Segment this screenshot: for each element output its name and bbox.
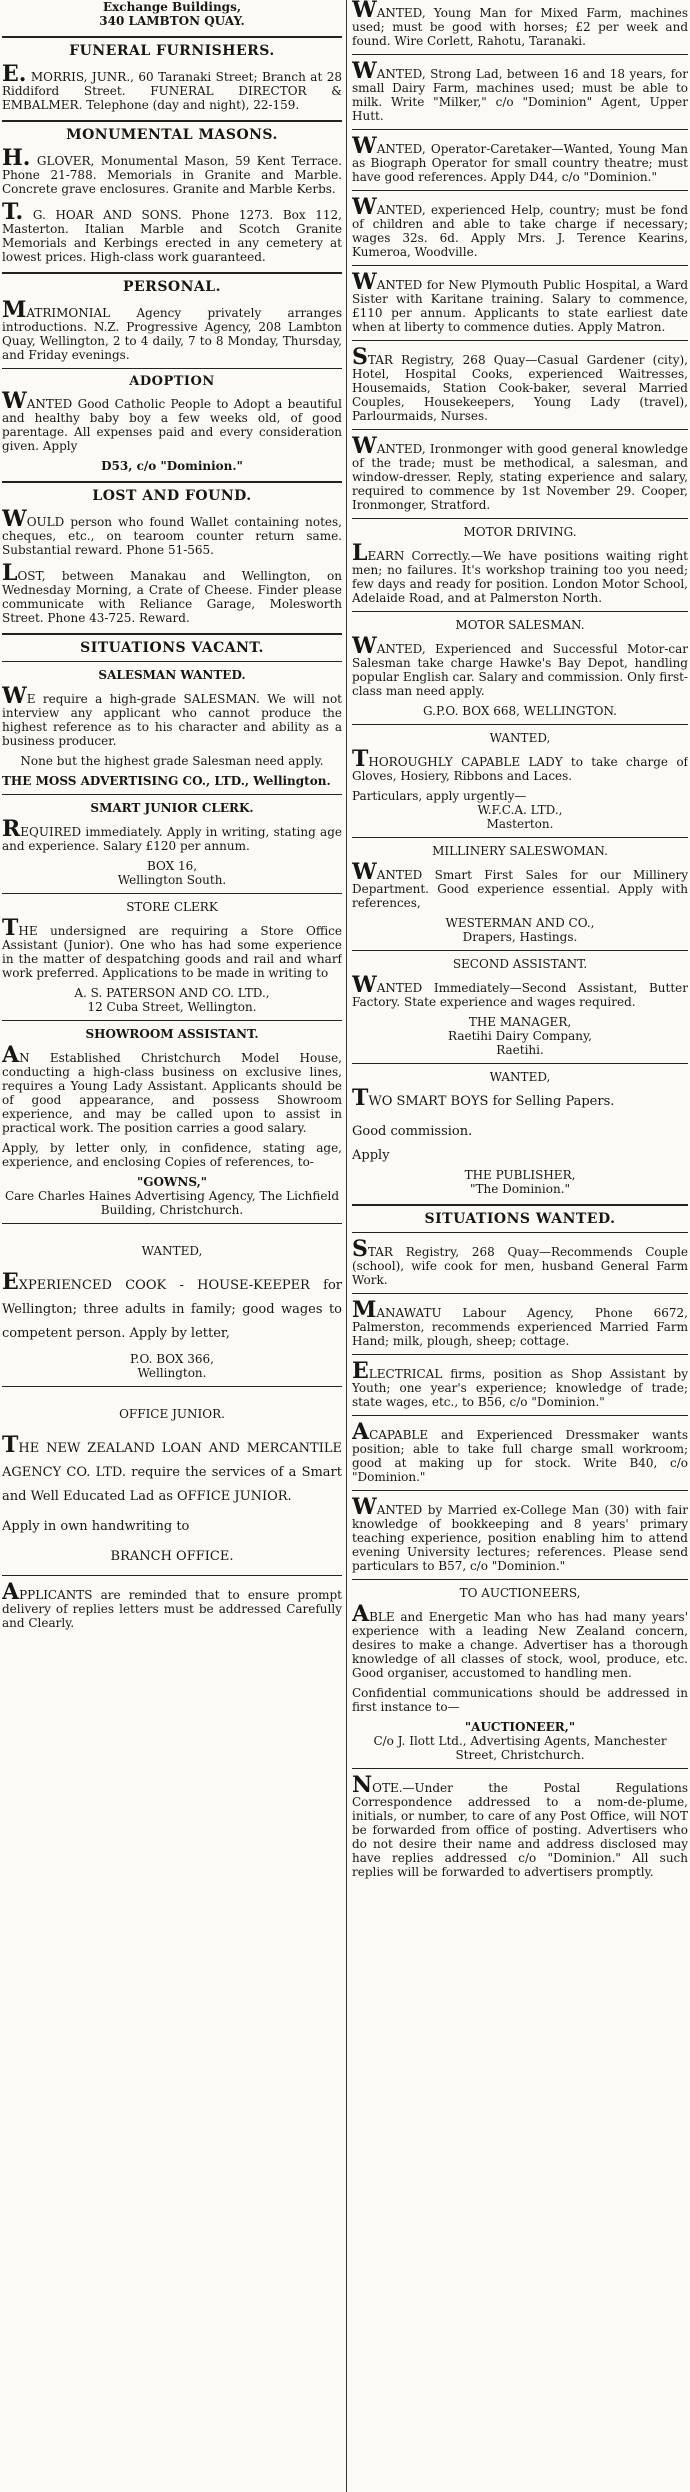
- ad-text: ANTED for New Plymouth Public Hospital, a Ward Sister with Karitane training. Salary to commence, £110 per annum. Applicants to state earliest date when at liberty to commence duties. Apply Matron.: [352, 278, 688, 334]
- ad-text: XPERIENCED COOK - HOUSE-KEEPER for Wellington; three adults in family; good wages to competent person. Apply by letter,: [2, 1278, 342, 1341]
- millinery-title: MILLINERY SALESWOMAN.: [432, 844, 608, 858]
- divider: [352, 1063, 688, 1064]
- divider: [2, 1020, 342, 1021]
- lost-found-heading: LOST AND FOUND.: [92, 488, 252, 504]
- salesman-title: SALESMAN WANTED.: [98, 668, 246, 682]
- ad-text: ATRIMONIAL Agency privately arranges introductions. N.Z. Progressive Agency, 208 Lambton Quay, Wellington, 2 to 4 daily, 7 to 8 Monday, Thursday, and Friday evenings.: [2, 306, 342, 362]
- drop-cap: W: [352, 0, 377, 23]
- operator-ad: [352, 133, 688, 184]
- salesman-note: None but the highest grade Salesman need apply.: [20, 754, 324, 768]
- cook-title: WANTED,: [141, 1244, 203, 1258]
- postal-note: [352, 1772, 688, 1879]
- office-junior-ad: [2, 1432, 342, 1509]
- millinery-place: Drapers, Hastings.: [462, 930, 578, 944]
- drop-cap: H.: [2, 145, 31, 171]
- drop-cap: A: [352, 1601, 370, 1627]
- store-clerk-title: STORE CLERK: [126, 900, 218, 914]
- ad-text: ANTED, Operator-Caretaker—Wanted, Young Man as Biograph Operator for small country theatre; must have good references. Apply D44, c/o "Dominion.": [352, 142, 688, 184]
- ad-text: ANTED Smart First Sales for our Millinery Department. Good experience essential. Apply with references,: [352, 868, 688, 910]
- office-junior-title: OFFICE JUNIOR.: [119, 1407, 225, 1421]
- drop-cap: R: [2, 816, 21, 842]
- drop-cap: T.: [2, 199, 24, 225]
- millinery-ad: [352, 859, 688, 910]
- divider: [352, 1354, 688, 1355]
- drop-cap: M: [2, 297, 27, 323]
- capable-lady-title: WANTED,: [489, 731, 551, 745]
- motor-salesman-title: MOTOR SALESMAN.: [455, 618, 585, 632]
- ad-text: WO SMART BOYS for Selling Papers.: [368, 1094, 615, 1109]
- two-boys-commission: Good commission.: [352, 1124, 473, 1139]
- ad-text: MORRIS, JUNR., 60 Taranaki Street; Branch at 28 Riddiford Street. FUNERAL DIRECTOR & EMBALMER. Telephone (day and night), 22-159.: [2, 70, 342, 112]
- ad-text: HE undersigned are requiring a Store Office Assistant (Junior). One who has had some experience in the matter of despatching goods and rail and wharf work preferred. Applications to be made in writing to: [2, 924, 342, 980]
- hospital-ad: [352, 269, 688, 334]
- divider: [352, 54, 688, 55]
- glover-ad: [2, 145, 342, 196]
- second-assistant-ad: [352, 972, 688, 1009]
- motor-salesman-box: G.P.O. BOX 668, WELLINGTON.: [423, 704, 617, 718]
- situations-wanted-heading: SITUATIONS WANTED.: [424, 1211, 616, 1227]
- top-address-line2: 340 LAMBTON QUAY.: [99, 14, 245, 28]
- two-boys-signature: THE PUBLISHER,: [464, 1168, 576, 1182]
- store-clerk-signature: A. S. PATERSON AND CO. LTD.,: [74, 986, 270, 1000]
- divider: [2, 1575, 342, 1576]
- matrimonial-ad: [2, 297, 342, 362]
- drop-cap: M: [352, 1297, 377, 1323]
- drop-cap: T: [2, 915, 19, 941]
- ad-text: EQUIRED immediately. Apply in writing, stating age and experience. Salary £120 per annum.: [2, 825, 342, 853]
- divider: [2, 120, 342, 122]
- divider: [2, 272, 342, 274]
- ad-text: ANTED by Married ex-College Man (30) with fair knowledge of bookkeeping and 8 years' primary teaching experience, position enabling him to attend evening University lectures; references. Please send particulars to B57, c/o "Dominion.": [352, 1503, 688, 1573]
- divider: [352, 1232, 688, 1233]
- second-assistant-signature: THE MANAGER,: [468, 1015, 572, 1029]
- ad-text: ANTED, Experienced and Successful Motor-car Salesman take charge Hawke's Bay Depot, handling popular English car. Salary and commission. Only first-class man need apply.: [352, 642, 688, 698]
- two-boys-apply: Apply: [352, 1148, 390, 1163]
- ad-text: N Established Christchurch Model House, conducting a high-class business on exclusive lines, requires a Young Lady Assistant. Applicants should be of good appearance, and possess Showroom experience, and may be called upon to assist in practical work. The position carries a good salary.: [2, 1051, 342, 1135]
- ironmonger-ad: [352, 433, 688, 512]
- divider: [2, 368, 342, 369]
- drop-cap: W: [352, 633, 377, 659]
- ad-text: GLOVER, Monumental Mason, 59 Kent Terrace. Phone 21-788. Memorials in Granite and Marble. Concrete grave enclosures. Granite and Marble Kerbs.: [2, 154, 342, 196]
- drop-cap: S: [352, 1236, 368, 1262]
- drop-cap: W: [352, 269, 377, 295]
- drop-cap: W: [352, 194, 377, 220]
- spacer: [2, 1393, 342, 1403]
- capable-lady-place: Masterton.: [486, 817, 554, 831]
- star-registry-ad: [352, 344, 688, 423]
- electrical-ad: [352, 1358, 688, 1409]
- ad-text: ANTED Good Catholic People to Adopt a beautiful and healthy baby boy a few weeks old, of good parentage. All expenses paid and every consideration given. Apply: [2, 397, 342, 453]
- showroom-gowns: "GOWNS,": [136, 1175, 208, 1189]
- ad-text: PPLICANTS are reminded that to ensure prompt delivery of replies letters must be addressed Carefully and Clearly.: [2, 1588, 342, 1630]
- dressmaker-ad: [352, 1419, 688, 1484]
- showroom-title: SHOWROOM ASSISTANT.: [85, 1027, 259, 1041]
- junior-clerk-place: Wellington South.: [117, 873, 227, 887]
- junior-clerk-box: BOX 16,: [146, 859, 198, 873]
- divider: [2, 633, 342, 635]
- two-boys-place: "The Dominion.": [469, 1182, 571, 1196]
- ad-text: ANTED, Young Man for Mixed Farm, machines used; must be good with horses; £2 per week and found. Wire Corlett, Rahotu, Taranaki.: [352, 6, 688, 48]
- office-junior-branch: BRANCH OFFICE.: [110, 1549, 234, 1564]
- drop-cap: W: [352, 1494, 377, 1520]
- drop-cap: W: [352, 433, 377, 459]
- divider: [352, 724, 688, 725]
- drop-cap: E.: [2, 61, 27, 87]
- junior-clerk-title: SMART JUNIOR CLERK.: [90, 801, 254, 815]
- left-column: [2, 0, 342, 2492]
- help-ad: [352, 194, 688, 259]
- motor-driving-title: MOTOR DRIVING.: [463, 525, 577, 539]
- drop-cap: W: [352, 58, 377, 84]
- ad-text: LECTRICAL firms, position as Shop Assistant by Youth; one year's experience; knowledge of trade; state wages, etc., to B56, c/o "Dominion.": [352, 1367, 688, 1409]
- drop-cap: T: [352, 1085, 369, 1111]
- spacer: [2, 1425, 342, 1435]
- auctioneers-confidential: Confidential communications should be addressed in first instance to—: [352, 1686, 688, 1714]
- ad-text: ANTED, Ironmonger with good general knowledge of the trade; must be methodical, a salesman, and window-dresser. Reply, stating experience and salary, required to commence by 1st November 29. Cooper, Ironmonger, Stratford.: [352, 442, 688, 512]
- ad-text: E require a high-grade SALESMAN. We will not interview any applicant who cannot produce the highest reference as to his character and ability as a business producer.: [2, 692, 342, 748]
- ad-text: ANTED, experienced Help, country; must be fond of children and able to take charge if necessary; wages 32s. 6d. Apply Mrs. J. Terence Kearins, Kumeroa, Woodville.: [352, 203, 688, 259]
- divider: [352, 1579, 688, 1580]
- divider: [352, 1768, 688, 1769]
- situations-vacant-heading: SITUATIONS VACANT.: [80, 640, 264, 656]
- two-boys-ad: [352, 1085, 688, 1114]
- divider: [352, 429, 688, 430]
- divider: [2, 893, 342, 894]
- adoption-heading: ADOPTION: [129, 374, 215, 389]
- drop-cap: L: [352, 540, 368, 566]
- showroom-apply: Apply, by letter only, in confidence, stating age, experience, and enclosing Copies of references, to-: [2, 1141, 342, 1169]
- drop-cap: N: [352, 1772, 373, 1798]
- strong-lad-ad: [352, 58, 688, 123]
- adoption-ref: D53, c/o "Dominion.": [101, 459, 243, 473]
- divider: [352, 1293, 688, 1294]
- millinery-signature: WESTERMAN AND CO.,: [445, 916, 595, 930]
- divider: [2, 36, 342, 38]
- second-assistant-title: SECOND ASSISTANT.: [452, 957, 588, 971]
- cook-place: Wellington.: [137, 1366, 207, 1380]
- divider: [352, 611, 688, 612]
- cook-box: P.O. BOX 366,: [130, 1352, 214, 1366]
- ad-text: ANTED Immediately—Second Assistant, Butter Factory. State experience and wages required.: [352, 981, 688, 1009]
- auctioneers-signature: "AUCTIONEER,": [464, 1720, 576, 1734]
- capable-lady-apply: Particulars, apply urgently—: [352, 789, 527, 803]
- divider: [352, 1415, 688, 1416]
- drop-cap: E: [352, 1358, 369, 1384]
- drop-cap: W: [352, 859, 377, 885]
- drop-cap: W: [352, 972, 377, 998]
- ad-text: ANTED, Strong Lad, between 16 and 18 years, for small Dairy Farm, machines used; must be able to milk. Write "Milker," c/o "Dominion" Agent, Upper Hutt.: [352, 67, 688, 123]
- manawatu-ad: [352, 1297, 688, 1348]
- motor-salesman-ad: [352, 633, 688, 698]
- two-boys-title: WANTED,: [489, 1070, 551, 1084]
- college-man-ad: [352, 1494, 688, 1573]
- ad-text: TAR Registry, 268 Quay—Recommends Couple (school), wife cook for men, husband General Farm Work.: [352, 1245, 688, 1287]
- office-junior-apply: Apply in own handwriting to: [2, 1519, 190, 1534]
- store-clerk-address: 12 Cuba Street, Wellington.: [87, 1000, 257, 1014]
- drop-cap: S: [352, 344, 368, 370]
- drop-cap: W: [2, 683, 27, 709]
- showroom-care: Care Charles Haines Advertising Agency, The Lichfield Building, Christchurch.: [4, 1189, 340, 1217]
- ad-text: ANAWATU Labour Agency, Phone 6672, Palmerston, recommends experienced Married Farm Hand; milk, plough, sheep; cottage.: [352, 1306, 688, 1348]
- drop-cap: W: [352, 133, 377, 159]
- auctioneers-ad: [352, 1601, 688, 1680]
- applicants-notice: [2, 1579, 342, 1630]
- divider: [352, 1204, 688, 1206]
- drop-cap: L: [2, 560, 18, 586]
- ad-text: TAR Registry, 268 Quay—Casual Gardener (city), Hotel, Hospital Cooks, experienced Waitresses, Housemaids, Station Cook-baker, several Married Couples, Housekeepers, Young Lady (travel), Parlourmaids, Nurses.: [352, 353, 688, 423]
- capable-lady-ad: [352, 746, 688, 783]
- divider: [352, 837, 688, 838]
- farm-ad: [352, 0, 688, 48]
- hoar-ad: [2, 199, 342, 264]
- second-assistant-place: Raetihi.: [496, 1043, 544, 1057]
- ad-text: OULD person who found Wallet containing notes, cheques, etc., on tearoom counter return same. Substantial reward. Phone 51-565.: [2, 515, 342, 557]
- salesman-signature: THE MOSS ADVERTISING CO., LTD., Wellington.: [2, 774, 331, 788]
- funeral-ad: [2, 61, 342, 112]
- showroom-ad: [2, 1042, 342, 1135]
- column-rule: [346, 0, 347, 2492]
- drop-cap: A: [2, 1042, 20, 1068]
- motor-driving-ad: [352, 540, 688, 605]
- divider: [352, 129, 688, 130]
- drop-cap: W: [2, 506, 27, 532]
- spacer: [2, 1262, 342, 1272]
- ad-text: HOROUGHLY CAPABLE LADY to take charge of Gloves, Hosiery, Ribbons and Laces.: [352, 755, 688, 783]
- store-clerk-ad: [2, 915, 342, 980]
- wallet-ad: [2, 506, 342, 557]
- drop-cap: T: [2, 1432, 19, 1458]
- funeral-heading: FUNERAL FURNISHERS.: [69, 43, 275, 59]
- divider: [352, 340, 688, 341]
- divider: [2, 794, 342, 795]
- monumental-heading: MONUMENTAL MASONS.: [66, 127, 278, 143]
- drop-cap: A: [352, 1419, 370, 1445]
- auctioneers-care: C/o J. Ilott Ltd., Advertising Agents, Manchester Street, Christchurch.: [373, 1734, 667, 1762]
- divider: [2, 481, 342, 483]
- ad-text: HE NEW ZEALAND LOAN AND MERCANTILE AGENCY CO. LTD. require the services of a Smart and Well Educated Lad as OFFICE JUNIOR.: [2, 1441, 342, 1504]
- divider: [352, 265, 688, 266]
- capable-lady-signature: W.F.C.A. LTD.,: [477, 803, 563, 817]
- divider: [2, 1386, 342, 1387]
- adoption-ad: [2, 388, 342, 453]
- spacer: [2, 1230, 342, 1240]
- divider: [352, 1490, 688, 1491]
- right-column: [352, 0, 688, 2492]
- top-address-line1: Exchange Buildings,: [102, 0, 242, 14]
- ad-text: EARN Correctly.—We have positions waiting right men; no failures. It's workshop training too you need; few days and ready for position. London Motor School, Adelaide Road, and at Palmerston North.: [352, 549, 688, 605]
- drop-cap: T: [352, 746, 369, 772]
- cheese-ad: [2, 560, 342, 625]
- ad-text: BLE and Energetic Man who has had many years' experience with a leading New Zealand concern, desires to make a change. Advertiser has a thorough knowledge of all classes of stock, wool, produce, etc. Good organiser, accustomed to handling men.: [352, 1610, 688, 1680]
- salesman-ad: [2, 683, 342, 748]
- drop-cap: W: [2, 388, 27, 414]
- drop-cap: E: [2, 1269, 19, 1295]
- auctioneers-title: TO AUCTIONEERS,: [459, 1586, 581, 1600]
- junior-clerk-ad: [2, 816, 342, 853]
- ad-text: CAPABLE and Experienced Dressmaker wants position; able to take full charge small workroom; good at making up for stock. Write B40, c/o "Dominion.": [352, 1428, 688, 1484]
- divider: [352, 190, 688, 191]
- second-assistant-company: Raetihi Dairy Company,: [448, 1029, 592, 1043]
- star-couple-ad: [352, 1236, 688, 1287]
- divider: [352, 950, 688, 951]
- divider: [2, 1223, 342, 1224]
- drop-cap: A: [2, 1579, 20, 1605]
- cook-ad: [2, 1269, 342, 1346]
- ad-text: G. HOAR AND SONS. Phone 1273. Box 112, Masterton. Italian Marble and Scotch Granite Memorials and Kerbings erected in any cemetery at lowest prices. High-class work guaranteed.: [2, 208, 342, 264]
- ad-text: OTE.—Under the Postal Regulations Correspondence addressed to a nom-de-plume, initials, or number, to care of any Post Office, will NOT be forwarded from office of posting. Advertisers who do not desire their name and address disclosed may have replies addressed c/o "Dominion." All such replies will be forwarded to advertisers promptly.: [352, 1781, 688, 1879]
- personal-heading: PERSONAL.: [122, 279, 221, 295]
- divider: [2, 661, 342, 662]
- divider: [352, 518, 688, 519]
- ad-text: OST, between Manakau and Wellington, on Wednesday Morning, a Crate of Cheese. Finder please communicate with Reliance Garage, Molesworth Street. Phone 43-725. Reward.: [2, 569, 342, 625]
